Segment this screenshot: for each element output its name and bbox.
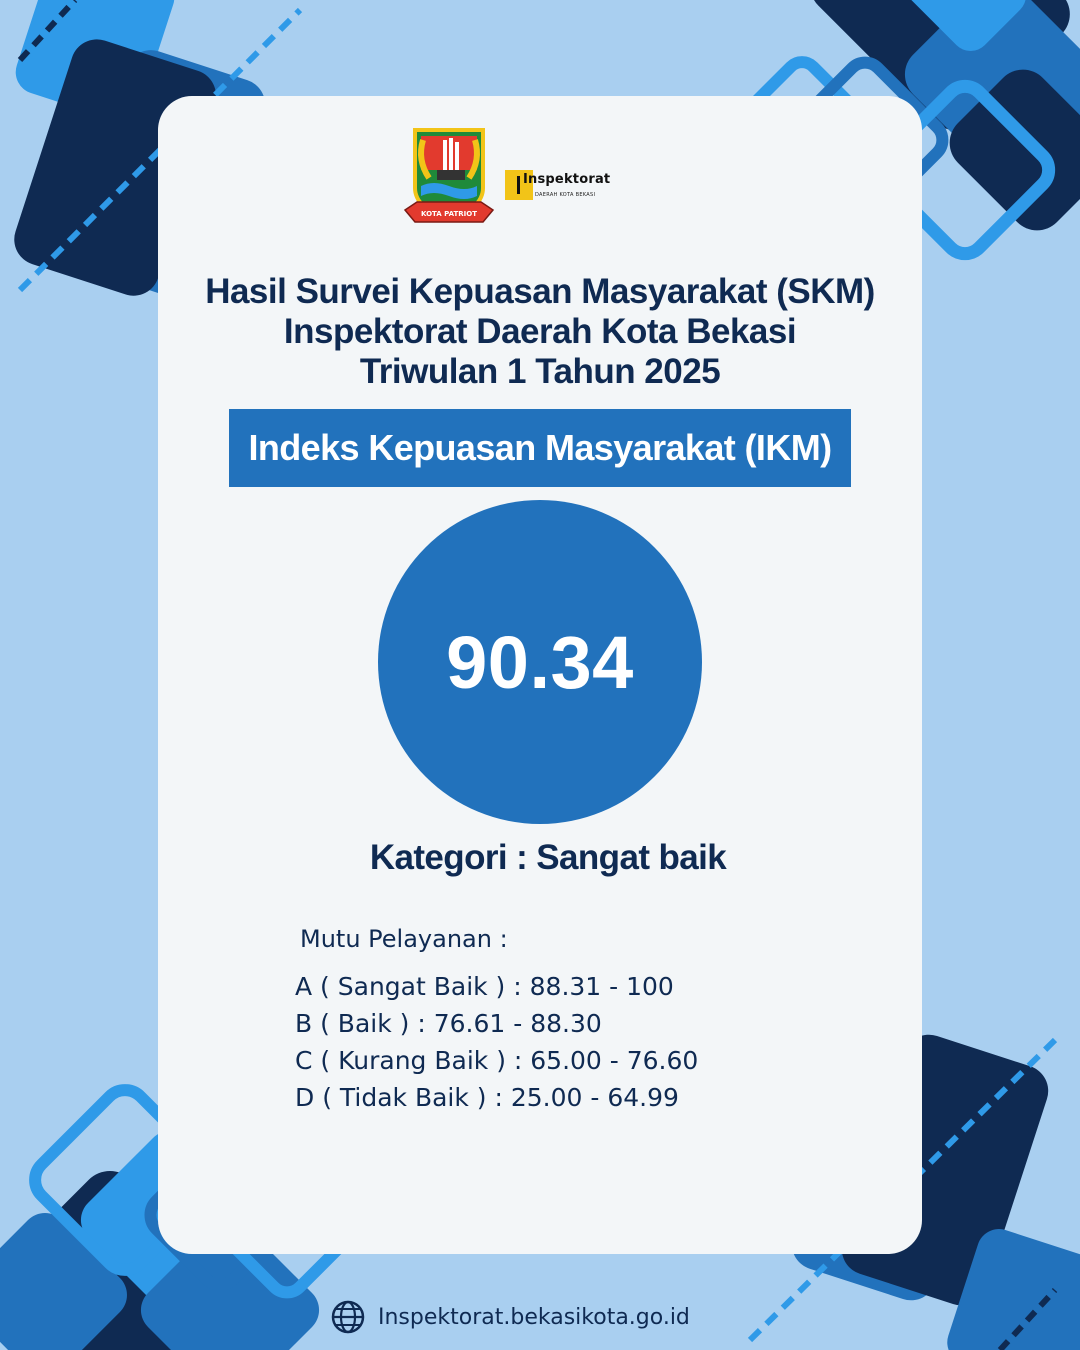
mutu-row-d: D ( Tidak Baik ) : 25.00 - 64.99 bbox=[295, 1083, 679, 1112]
logo-subtext: DAERAH KOTA BEKASI bbox=[535, 192, 596, 198]
logo-wordmark: Inspektorat bbox=[523, 172, 611, 187]
mutu-row-a: A ( Sangat Baik ) : 88.31 - 100 bbox=[295, 972, 674, 1001]
category-label: Kategori : Sangat baik bbox=[369, 838, 727, 877]
page-title bbox=[170, 272, 910, 392]
globe-icon bbox=[330, 1299, 366, 1335]
logo-mark-stem bbox=[517, 176, 520, 194]
mutu-row-c: C ( Kurang Baik ) : 65.00 - 76.60 bbox=[295, 1046, 699, 1075]
inspektorat-logo bbox=[505, 168, 633, 202]
title-line-1: Hasil Survei Kepuasan Masyarakat (SKM) bbox=[205, 272, 875, 311]
title-line-3: Triwulan 1 Tahun 2025 bbox=[359, 352, 721, 391]
mutu-pelayanan-label: Mutu Pelayanan : bbox=[300, 925, 508, 953]
kota-bekasi-crest-logo bbox=[403, 126, 495, 230]
mutu-pelayanan-list bbox=[295, 968, 698, 1116]
ikm-score: 90.34 bbox=[446, 620, 634, 704]
score-circle bbox=[378, 500, 702, 824]
mutu-row-b: B ( Baik ) : 76.61 - 88.30 bbox=[295, 1009, 602, 1038]
website-url[interactable]: Inspektorat.bekasikota.go.id bbox=[378, 1304, 690, 1330]
title-line-2: Inspektorat Daerah Kota Bekasi bbox=[283, 312, 797, 351]
crest-banner-text: KOTA PATRIOT bbox=[420, 210, 478, 218]
footer-website[interactable] bbox=[330, 1297, 690, 1337]
ikm-banner: Indeks Kepuasan Masyarakat (IKM) bbox=[229, 409, 851, 487]
